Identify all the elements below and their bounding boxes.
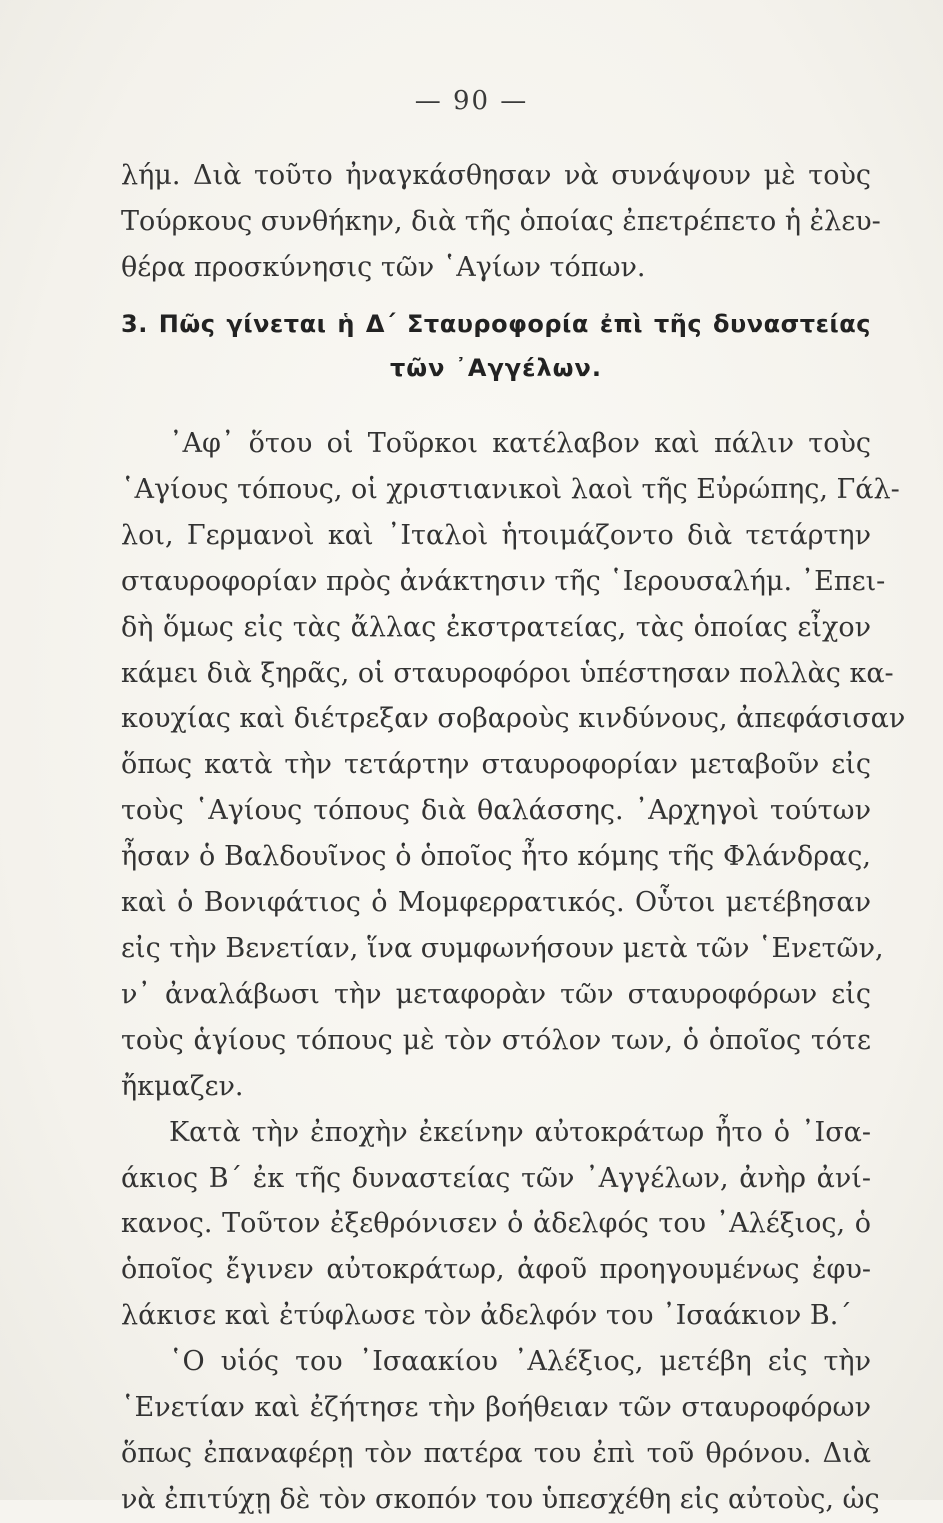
text-line: Τούρκους συνθήκην, διὰ τῆς ὁποίας ἐπετρέπετο ἡ ἐλευ- <box>121 205 881 237</box>
text-line: εἰς τὴν Βενετίαν, ἵνα συμφωνήσουν μετὰ τῶν ῾Ενετῶν, <box>121 932 884 964</box>
text-line: λοι, Γερμανοὶ καὶ ᾿Ιταλοὶ ἡτοιμάζοντο διὰ τετάρτην <box>121 519 871 551</box>
text-line: κανος. Τοῦτον ἐξεθρόνισεν ὁ ἀδελφός του ᾿Αλέξιος, ὁ <box>121 1208 871 1240</box>
text-line: τοὺς ἁγίους τόπους μὲ τὸν στόλον των, ὁ ὁποῖος τότε <box>121 1024 871 1056</box>
page-number: — 90 — <box>414 86 529 116</box>
text-line: σταυροφορίαν πρὸς ἀνάκτησιν τῆς ῾Ιερουσαλήμ. ᾿Επει- <box>121 565 886 597</box>
section-heading-line2: τῶν ᾿Αγγέλων. <box>389 354 603 382</box>
text-line: λήμ. Διὰ τοῦτο ἠναγκάσθησαν νὰ συνάψουν μὲ τοὺς <box>121 160 871 191</box>
text-line: ῾Αγίους τόπους, οἱ χριστιανικοὶ λαοὶ τῆς Εὐρώπης, Γάλ- <box>121 473 900 505</box>
text-line: ἤκμαζεν. <box>121 1070 244 1102</box>
text-line: ῾Ο υἱός του ᾿Ισαακίου ᾿Αλέξιος, μετέβη εἰς τὴν <box>169 1346 871 1378</box>
text-line: κάμει διὰ ξηρᾶς, οἱ σταυροφόροι ὑπέστησαν πολλὰς κα- <box>121 657 894 689</box>
section-heading-line1: 3. Πῶς γίνεται ἡ Δ΄ Σταυροφορία ἐπὶ τῆς δυναστείας <box>121 310 871 338</box>
body-text <box>121 421 906 1523</box>
intro-paragraph <box>121 153 881 291</box>
text-line: ὁποῖος ἔγινεν αὐτοκράτωρ, ἀφοῦ προηγουμένως ἐφυ- <box>121 1254 871 1286</box>
section-heading <box>121 310 871 382</box>
text-line: δὴ ὅμως εἰς τὰς ἄλλας ἐκστρατείας, τὰς ὁποίας εἶχον <box>121 611 871 643</box>
text-line: ὅπως ἐπαναφέρῃ τὸν πατέρα του ἐπὶ τοῦ θρόνου. Διὰ <box>121 1437 871 1469</box>
text-line: Κατὰ τὴν ἐποχὴν ἐκείνην αὐτοκράτωρ ἦτο ὁ ᾿Ισα- <box>169 1116 871 1148</box>
text-line: ἦσαν ὁ Βαλδουῖνος ὁ ὁποῖος ἦτο κόμης τῆς Φλάνδρας, <box>121 841 871 873</box>
text-line: ᾿Αφ᾿ ὅτου οἱ Τοῦρκοι κατέλαβον καὶ πάλιν τοὺς <box>169 428 871 459</box>
text-line: νὰ ἐπιτύχῃ δὲ τὸν σκοπόν του ὑπεσχέθη εἰς αὐτοὺς, ὡς <box>121 1483 880 1515</box>
text-line: θέρα προσκύνησις τῶν ῾Αγίων τόπων. <box>121 251 646 283</box>
text-line: ὅπως κατὰ τὴν τετάρτην σταυροφορίαν μεταβοῦν εἰς <box>121 749 871 781</box>
text-line: λάκισε καὶ ἐτύφλωσε τὸν ἀδελφόν του ᾿Ισαάκιον Β.΄ <box>121 1300 852 1332</box>
text-line: ν᾿ ἀναλάβωσι τὴν μεταφορὰν τῶν σταυροφόρων εἰς <box>121 978 871 1010</box>
text-line: κουχίας καὶ διέτρεξαν σοβαροὺς κινδύνους, ἀπεφάσισαν <box>121 703 906 735</box>
text-line: άκιος Β΄ ἐκ τῆς δυναστείας τῶν ᾿Αγγέλων, ἀνὴρ ἀνί- <box>121 1162 871 1194</box>
text-line: τοὺς ῾Αγίους τόπους διὰ θαλάσσης. ᾿Αρχηγοὶ τούτων <box>121 795 871 827</box>
text-line: ῾Ενετίαν καὶ ἐζήτησε τὴν βοήθειαν τῶν σταυροφόρων <box>121 1392 871 1424</box>
text-line: καὶ ὁ Βονιφάτιος ὁ Μομφερρατικός. Οὗτοι μετέβησαν <box>121 887 871 919</box>
